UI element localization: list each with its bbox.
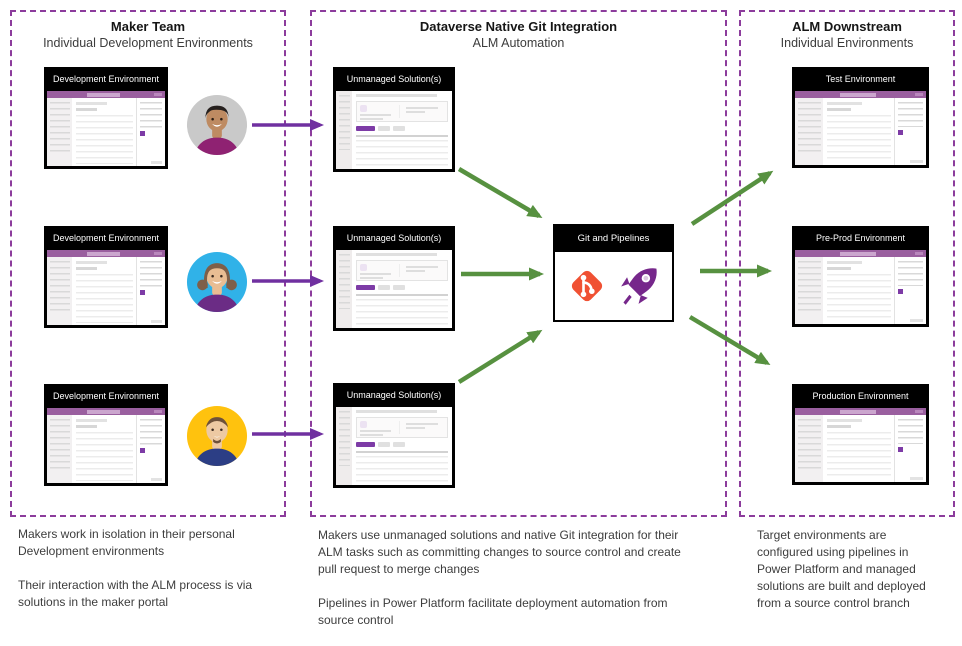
- window-title: Development Environment: [52, 391, 160, 401]
- mini-sidebar: [795, 98, 823, 165]
- maker-note-paragraph-2: Their interaction with the ALM process is via solutions in the maker portal: [18, 578, 253, 610]
- mini-topbar: [795, 250, 926, 257]
- window-title: Test Environment: [825, 74, 896, 84]
- mini-sidebar: [336, 250, 352, 328]
- mini-properties-pane: [894, 98, 926, 165]
- mini-solution-list: [352, 250, 452, 328]
- window-title: Development Environment: [52, 74, 160, 84]
- downstream-panel-subtitle: Individual Environments: [780, 36, 914, 50]
- window-title: Unmanaged Solution(s): [346, 74, 442, 84]
- maker-avatar-2: [186, 251, 248, 313]
- window-title: Unmanaged Solution(s): [346, 233, 442, 243]
- solutions-list-thumbnail: [336, 91, 452, 169]
- mini-sidebar: [47, 257, 72, 325]
- git-panel-subtitle: ALM Automation: [472, 36, 565, 50]
- unmanaged-solutions-window-1: [333, 67, 455, 172]
- hub-title: Git and Pipelines: [555, 226, 672, 252]
- mini-table: [72, 415, 136, 483]
- git-and-pipelines-box: [553, 224, 674, 322]
- maker-portal-thumbnail: [795, 250, 926, 324]
- dev-environment-window-1: [44, 67, 168, 169]
- window-title: Unmanaged Solution(s): [346, 390, 442, 400]
- mini-table: [823, 415, 894, 482]
- preprod-environment-window: [792, 226, 929, 327]
- mini-sidebar: [336, 91, 352, 169]
- git-integration-note: [318, 527, 700, 646]
- mini-properties-pane: [894, 415, 926, 482]
- person-icon: [186, 405, 248, 467]
- maker-portal-thumbnail: [795, 91, 926, 165]
- downstream-panel-title: ALM Downstream: [792, 19, 902, 34]
- maker-panel-subtitle: Individual Development Environments: [43, 36, 253, 50]
- downstream-note-paragraph-1: Target environments are configured using pipelines in Power Platform and managed solutions are built and deployed from a source control branch: [757, 528, 926, 611]
- mini-table: [72, 98, 136, 166]
- mini-topbar: [795, 91, 926, 98]
- downstream-note: [757, 527, 935, 629]
- mini-topbar: [47, 91, 165, 98]
- mini-properties-pane: [136, 415, 165, 483]
- window-title: Pre-Prod Environment: [815, 233, 906, 243]
- mini-properties-pane: [136, 257, 165, 325]
- mini-sidebar: [795, 415, 823, 482]
- maker-portal-thumbnail: [47, 91, 165, 166]
- unmanaged-solutions-window-3: [333, 383, 455, 488]
- git-panel-title: Dataverse Native Git Integration: [419, 19, 618, 34]
- mini-properties-pane: [136, 98, 165, 166]
- mini-sidebar: [795, 257, 823, 324]
- git-note-paragraph-1: Makers use unmanaged solutions and native Git integration for their ALM tasks such as committing changes to source control and create pull request to merge changes: [318, 528, 681, 577]
- window-title: Production Environment: [812, 391, 909, 401]
- maker-note: [18, 526, 280, 628]
- mini-sidebar: [47, 415, 72, 483]
- maker-portal-thumbnail: [795, 408, 926, 482]
- test-environment-window: [792, 67, 929, 168]
- mini-table: [72, 257, 136, 325]
- git-icon: [566, 265, 608, 307]
- pipelines-rocket-icon: [617, 264, 661, 308]
- mini-table: [823, 98, 894, 165]
- person-icon: [186, 251, 248, 313]
- mini-topbar: [47, 408, 165, 415]
- mini-table: [823, 257, 894, 324]
- mini-topbar: [47, 250, 165, 257]
- dev-environment-window-2: [44, 226, 168, 328]
- maker-avatar-1: [186, 94, 248, 156]
- solutions-list-thumbnail: [336, 407, 452, 485]
- git-note-paragraph-2: Pipelines in Power Platform facilitate deployment automation from source control: [318, 596, 668, 628]
- window-title: Development Environment: [52, 233, 160, 243]
- maker-panel-title: Maker Team: [110, 19, 186, 34]
- solutions-list-thumbnail: [336, 250, 452, 328]
- production-environment-window: [792, 384, 929, 485]
- mini-topbar: [795, 408, 926, 415]
- mini-properties-pane: [894, 257, 926, 324]
- mini-solution-list: [352, 407, 452, 485]
- maker-avatar-3: [186, 405, 248, 467]
- maker-portal-thumbnail: [47, 408, 165, 483]
- dev-environment-window-3: [44, 384, 168, 486]
- mini-solution-list: [352, 91, 452, 169]
- maker-portal-thumbnail: [47, 250, 165, 325]
- unmanaged-solutions-window-2: [333, 226, 455, 331]
- maker-note-paragraph-1: Makers work in isolation in their personal Development environments: [18, 527, 235, 559]
- mini-sidebar: [336, 407, 352, 485]
- mini-sidebar: [47, 98, 72, 166]
- person-icon: [186, 94, 248, 156]
